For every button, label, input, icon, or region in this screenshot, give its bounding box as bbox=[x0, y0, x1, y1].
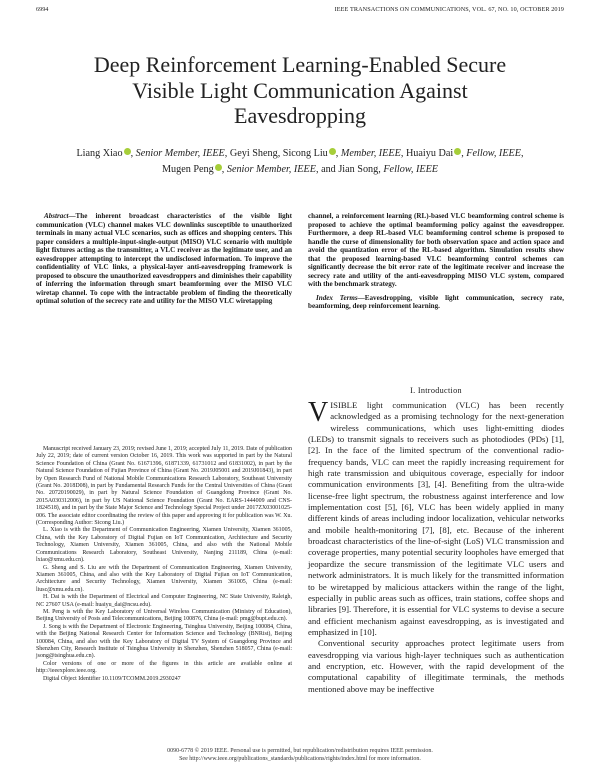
copyright-line: 0090-6778 © 2019 IEEE. Personal use is permitted, but republication/redistribution requires IEEE permission. bbox=[167, 748, 433, 754]
orcid-icon[interactable] bbox=[454, 148, 461, 155]
footnote-affiliation: G. Sheng and S. Liu are with the Department of Communication Engineering, Xiamen University, Xiamen 361005, China, and also with the Key Laboratory of Digital Fujian on IoT Communication, Architecture and Security Technology, Xiamen University, Xiamen 361005, China (e-mail: liusc@xmu.edu.cn). bbox=[36, 564, 292, 593]
author-line-1: Liang Xiao , Senior Member, IEEE, Geyi Sheng, Sicong Liu , Member, IEEE, Huaiyu Dai , Fellow, IEEE, bbox=[76, 148, 524, 159]
author-list bbox=[50, 146, 550, 177]
abstract-lead: Abstract bbox=[44, 212, 69, 220]
orcid-icon[interactable] bbox=[329, 148, 336, 155]
footnote-affiliation: L. Xiao is with the Department of Communication Engineering, Xiamen University, Xiamen 361005, China, with the Key Laboratory of Digital Fujian on IoT Communication, Architecture and Security Technology, Xiamen University, Xiamen 361005, China, and also with the National Mobile Communications Research Laboratory, Southeast University, Nanjing 211189, China (e-mail: lxiao@xmu.edu.cn). bbox=[36, 527, 292, 564]
drop-cap: V bbox=[308, 397, 329, 428]
footnote-doi: Digital Object Identifier 10.1109/TCOMM.2019.2930247 bbox=[43, 675, 181, 682]
running-head bbox=[36, 6, 564, 16]
page-number: 6994 bbox=[36, 6, 49, 13]
title-line-3: Eavesdropping bbox=[234, 103, 366, 128]
abstract-continued: channel, a reinforcement learning (RL)-based VLC beamforming control scheme is proposed to achieve the optimal beamforming policy against the eavesdropper. Furthermore, a deep RL-based VLC beamforming control scheme is proposed to handle the curse of dimensionality for both observation space and action space and avoid the quantization error of the RL-based algorithm. Simulation results show that the proposed learning-based VLC beamforming control schemes can significantly decrease the bit error rate of the legitimate receiver and increase the secrecy rate and utility of the anti-eavesdropping MISO VLC system, compared with the benchmark strategy. bbox=[308, 212, 564, 289]
abstract-right bbox=[308, 212, 564, 311]
copyright-footer bbox=[36, 747, 564, 763]
title-line-2: Visible Light Communication Against bbox=[132, 77, 468, 103]
index-terms-lead: Index Terms bbox=[316, 293, 358, 302]
footnote-affiliation: J. Song is with the Department of Electronic Engineering, Tsinghua University, Beijing 100084, China, with the Beijing National Research Center for Information Science and Technology (BNRist), Beijing 100084, China, and also with the Key Laboratory of Digital TV System of Guangdong Province and Shenzhen City, Research Institute of Tsinghua University in Shenzhen, Shenzhen 518057, China (e-mail: jsong@tsinghua.edu.cn). bbox=[36, 623, 292, 660]
index-terms bbox=[308, 294, 564, 311]
author-name: Mugen Peng bbox=[161, 163, 214, 175]
author-role: Fellow, IEEE bbox=[383, 163, 439, 175]
rights-link[interactable]: See http://www.ieee.org/publications_standards/publications/rights/index.html for more information. bbox=[179, 756, 421, 763]
author-role: Member, IEEE bbox=[340, 148, 401, 159]
author-line-2: Mugen Peng , Senior Member, IEEE, and Jian Song, Fellow, IEEE bbox=[161, 163, 439, 175]
journal-header: IEEE TRANSACTIONS ON COMMUNICATIONS, VOL. 67, NO. 10, OCTOBER 2019 bbox=[334, 6, 564, 13]
intro-paragraph-1 bbox=[308, 397, 564, 638]
footnote-affiliation: M. Peng is with the Key Laboratory of Universal Wireless Communication (Ministry of Education), Beijing University of Posts and Telecommunications, Beijing 100876, China (e-mail: pmg@bupt.edu.cn). bbox=[36, 608, 292, 623]
orcid-icon[interactable] bbox=[215, 164, 222, 171]
intro-paragraph-2: Conventional security approaches protect legitimate users from eavesdropping via various high-layer techniques such as authentication and encryption, etc. However, with the rapid development of the computational capability of illegitimate terminals, the methods mentioned above may be ineffective bbox=[308, 638, 564, 694]
author-role: Senior Member, IEEE bbox=[135, 148, 225, 159]
introduction-body bbox=[308, 397, 564, 695]
abstract bbox=[36, 212, 292, 306]
footnote-affiliation: H. Dai is with the Department of Electrical and Computer Engineering, NC State University, Raleigh, NC 27607 USA (e-mail: huaiyu_dai@ncsu.edu). bbox=[36, 594, 292, 608]
footnote-color-note: Color versions of one or more of the figures in this article are available online at http://ieeexplore.ieee.org. bbox=[36, 660, 292, 675]
abstract-text: —The inherent broadcast characteristics of the visible light communication (VLC) channel makes VLC downlinks susceptible to unauthorized terminals in many actual VLC scenarios, such as offices and shopping centers. This paper considers a multiple-input-single-output (MISO) VLC scenario with multiple light fixtures acting as the transmitter, a VLC receiver as the legitimate user, and an eavesdropper attempting to intercept the undisclosed information. To improve the confidentiality of VLC links, a physical-layer anti-eavesdropping framework is proposed to obscure the unauthorized eavesdroppers and diminishes their capability of inferring the information through smart beamforming over the MISO VLC wiretap channel. To cope with the intractable problem of finding the theoretically optimal solution of the secrecy rate and utility for the MISO VLC wiretapping bbox=[36, 212, 292, 306]
author-name: Geyi Sheng, Sicong Liu bbox=[229, 148, 328, 159]
orcid-icon[interactable] bbox=[124, 148, 131, 155]
index-terms-text: —Eavesdropping, visible light communication, secrecy rate, beamforming, deep reinforcement learning. bbox=[308, 293, 564, 311]
paper-title bbox=[36, 52, 564, 129]
footnotes bbox=[36, 446, 292, 683]
author-role: Senior Member, IEEE bbox=[226, 163, 316, 175]
intro-paragraph-1-text: ISIBLE light communication (VLC) has been recently acknowledged as a promising technology for the next-generation wireless communications, which uses light-emitting diodes (LEDs) to transmit signals to receivers such as photodiodes (PDs) [1], [2]. In the face of the limited spectrum of the conventional radio-frequency bands, VLC can meet the rapidly increasing requirement for high rate transmission and ubiquitous coverage, especially for indoor communication environments [3], [4]. Benefiting from the ultra-wide license-free light spectrum, the robustness against interference and low implementation cost [5], [6], VLC has been widely applied in many different kinds of areas including indoor localization, vehicular networks and mobile health-monitoring [7], [8], etc. Because of the inherent broadcast characteristics of the line-of-sight (LoS) VLC transmission and coverage properties, many potential security loopholes have emerged that jeopardize the secure transmission of the legitimate VLC users and network administrators. It is much likely for the transmitted information to be wiretapped by malicious attackers within the range of the light, especially in public areas such as offices, train stations, coffee shops and libraries [9]. Therefore, it is essential for VLC systems to devise a secure and efficient mechanism against eavesdropping, as is investigated and emphasized in [10]. bbox=[308, 400, 564, 637]
footnote-manuscript: Manuscript received January 23, 2019; revised June 1, 2019; accepted July 11, 2019. Date of publication July 22, 2019; date of current version October 16, 2019. This work was supported in part by the Natural Science Foundation of China (Grant No. 61671396, 61871339, 61731012 and 61831002), in part by the Natural Science Foundation of Fujian Province of China (Grant No. 2019J05001 and 2019J01843), in part by Open Research Fund of National Mobile Communications Research Laboratory, Southeast University (Grant No. 2018D08), in part by Fundamental Research Funds for the Central Universities of China (Grant No. 20720190029), in part by Natural Science Foundation of Guangdong Province (Grant No. 2015A030312006), in part by US National Science Foundation (Grant No. EARS-1444009 and CNS-1824518), and in part by the State Major Science and Technology Special Project under 2017ZX03001025-006. The associate editor coordinating the review of this paper and approving it for publication was W. Xu. (Corresponding Author: Sicong Liu.) bbox=[36, 446, 292, 527]
abstract-left bbox=[36, 212, 292, 306]
title-line-1: Deep Reinforcement Learning-Enabled Secure bbox=[93, 52, 507, 77]
author-role: Fellow, IEEE bbox=[466, 148, 521, 159]
author-name: Liang Xiao bbox=[76, 148, 123, 159]
section-heading-introduction: I. Introduction bbox=[410, 386, 462, 395]
author-name: Huaiyu Dai bbox=[405, 148, 454, 159]
author-name: and Jian Song, bbox=[321, 163, 381, 175]
